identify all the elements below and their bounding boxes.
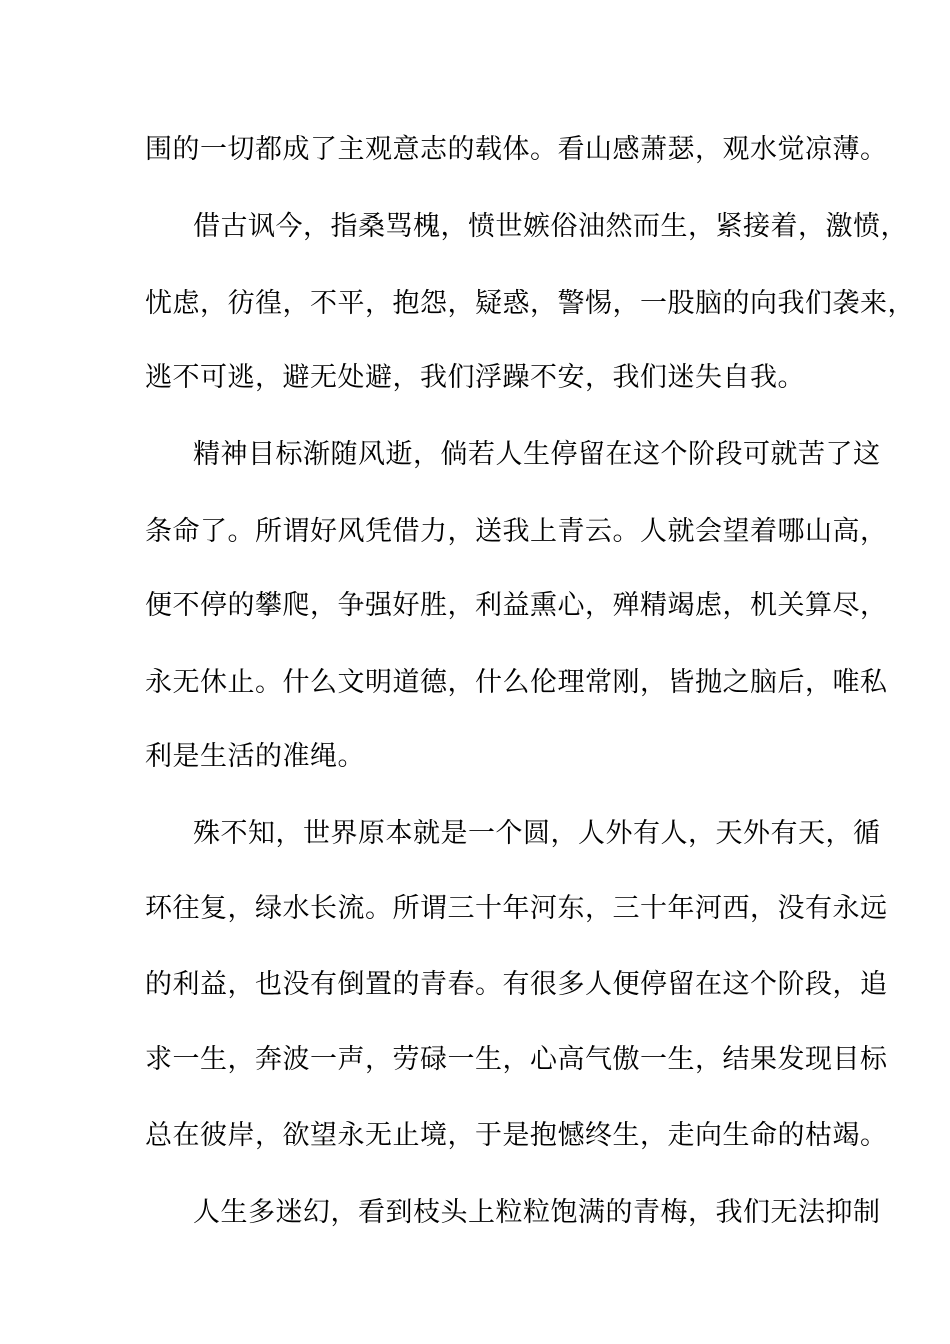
text-line: 利是生活的准绳。 [145,741,365,772]
text-line: 围的一切都成了主观意志的载体。看山感萧瑟，观水觉凉薄。 [145,134,888,165]
text-line: 求一生，奔波一声，劳碌一生，心高气傲一生，结果发现目标 [145,1044,888,1075]
text-line: 逃不可逃，避无处避，我们浮躁不安，我们迷失自我。 [145,362,805,393]
text-line: 条命了。所谓好风凭借力，送我上青云。人就会望着哪山高， [145,516,888,547]
text-line: 便不停的攀爬，争强好胜，利益熏心，殚精竭虑，机关算尽， [145,590,888,621]
text-line: 忧虑，彷徨，不平，抱怨，疑惑，警惕，一股脑的向我们袭来， [145,288,915,319]
text-line: 的利益，也没有倒置的青春。有很多人便停留在这个阶段，追 [145,969,888,1000]
paragraph-first-line: 殊不知，世界原本就是一个圆，人外有人，天外有天，循 [193,818,881,849]
paragraph-first-line: 精神目标渐随风逝，倘若人生停留在这个阶段可就苦了这 [193,439,881,470]
text-line: 环往复，绿水长流。所谓三十年河东，三十年河西，没有永远 [145,893,888,924]
paragraph-first-line: 借古讽今，指桑骂槐，愤世嫉俗油然而生，紧接着，激愤， [193,211,908,242]
text-line: 总在彼岸，欲望永无止境，于是抱憾终生，走向生命的枯竭。 [145,1120,888,1151]
paragraph-first-line: 人生多迷幻，看到枝头上粒粒饱满的青梅，我们无法抑制 [193,1197,881,1228]
text-line: 永无休止。什么文明道德，什么伦理常刚，皆抛之脑后，唯私 [145,667,888,698]
